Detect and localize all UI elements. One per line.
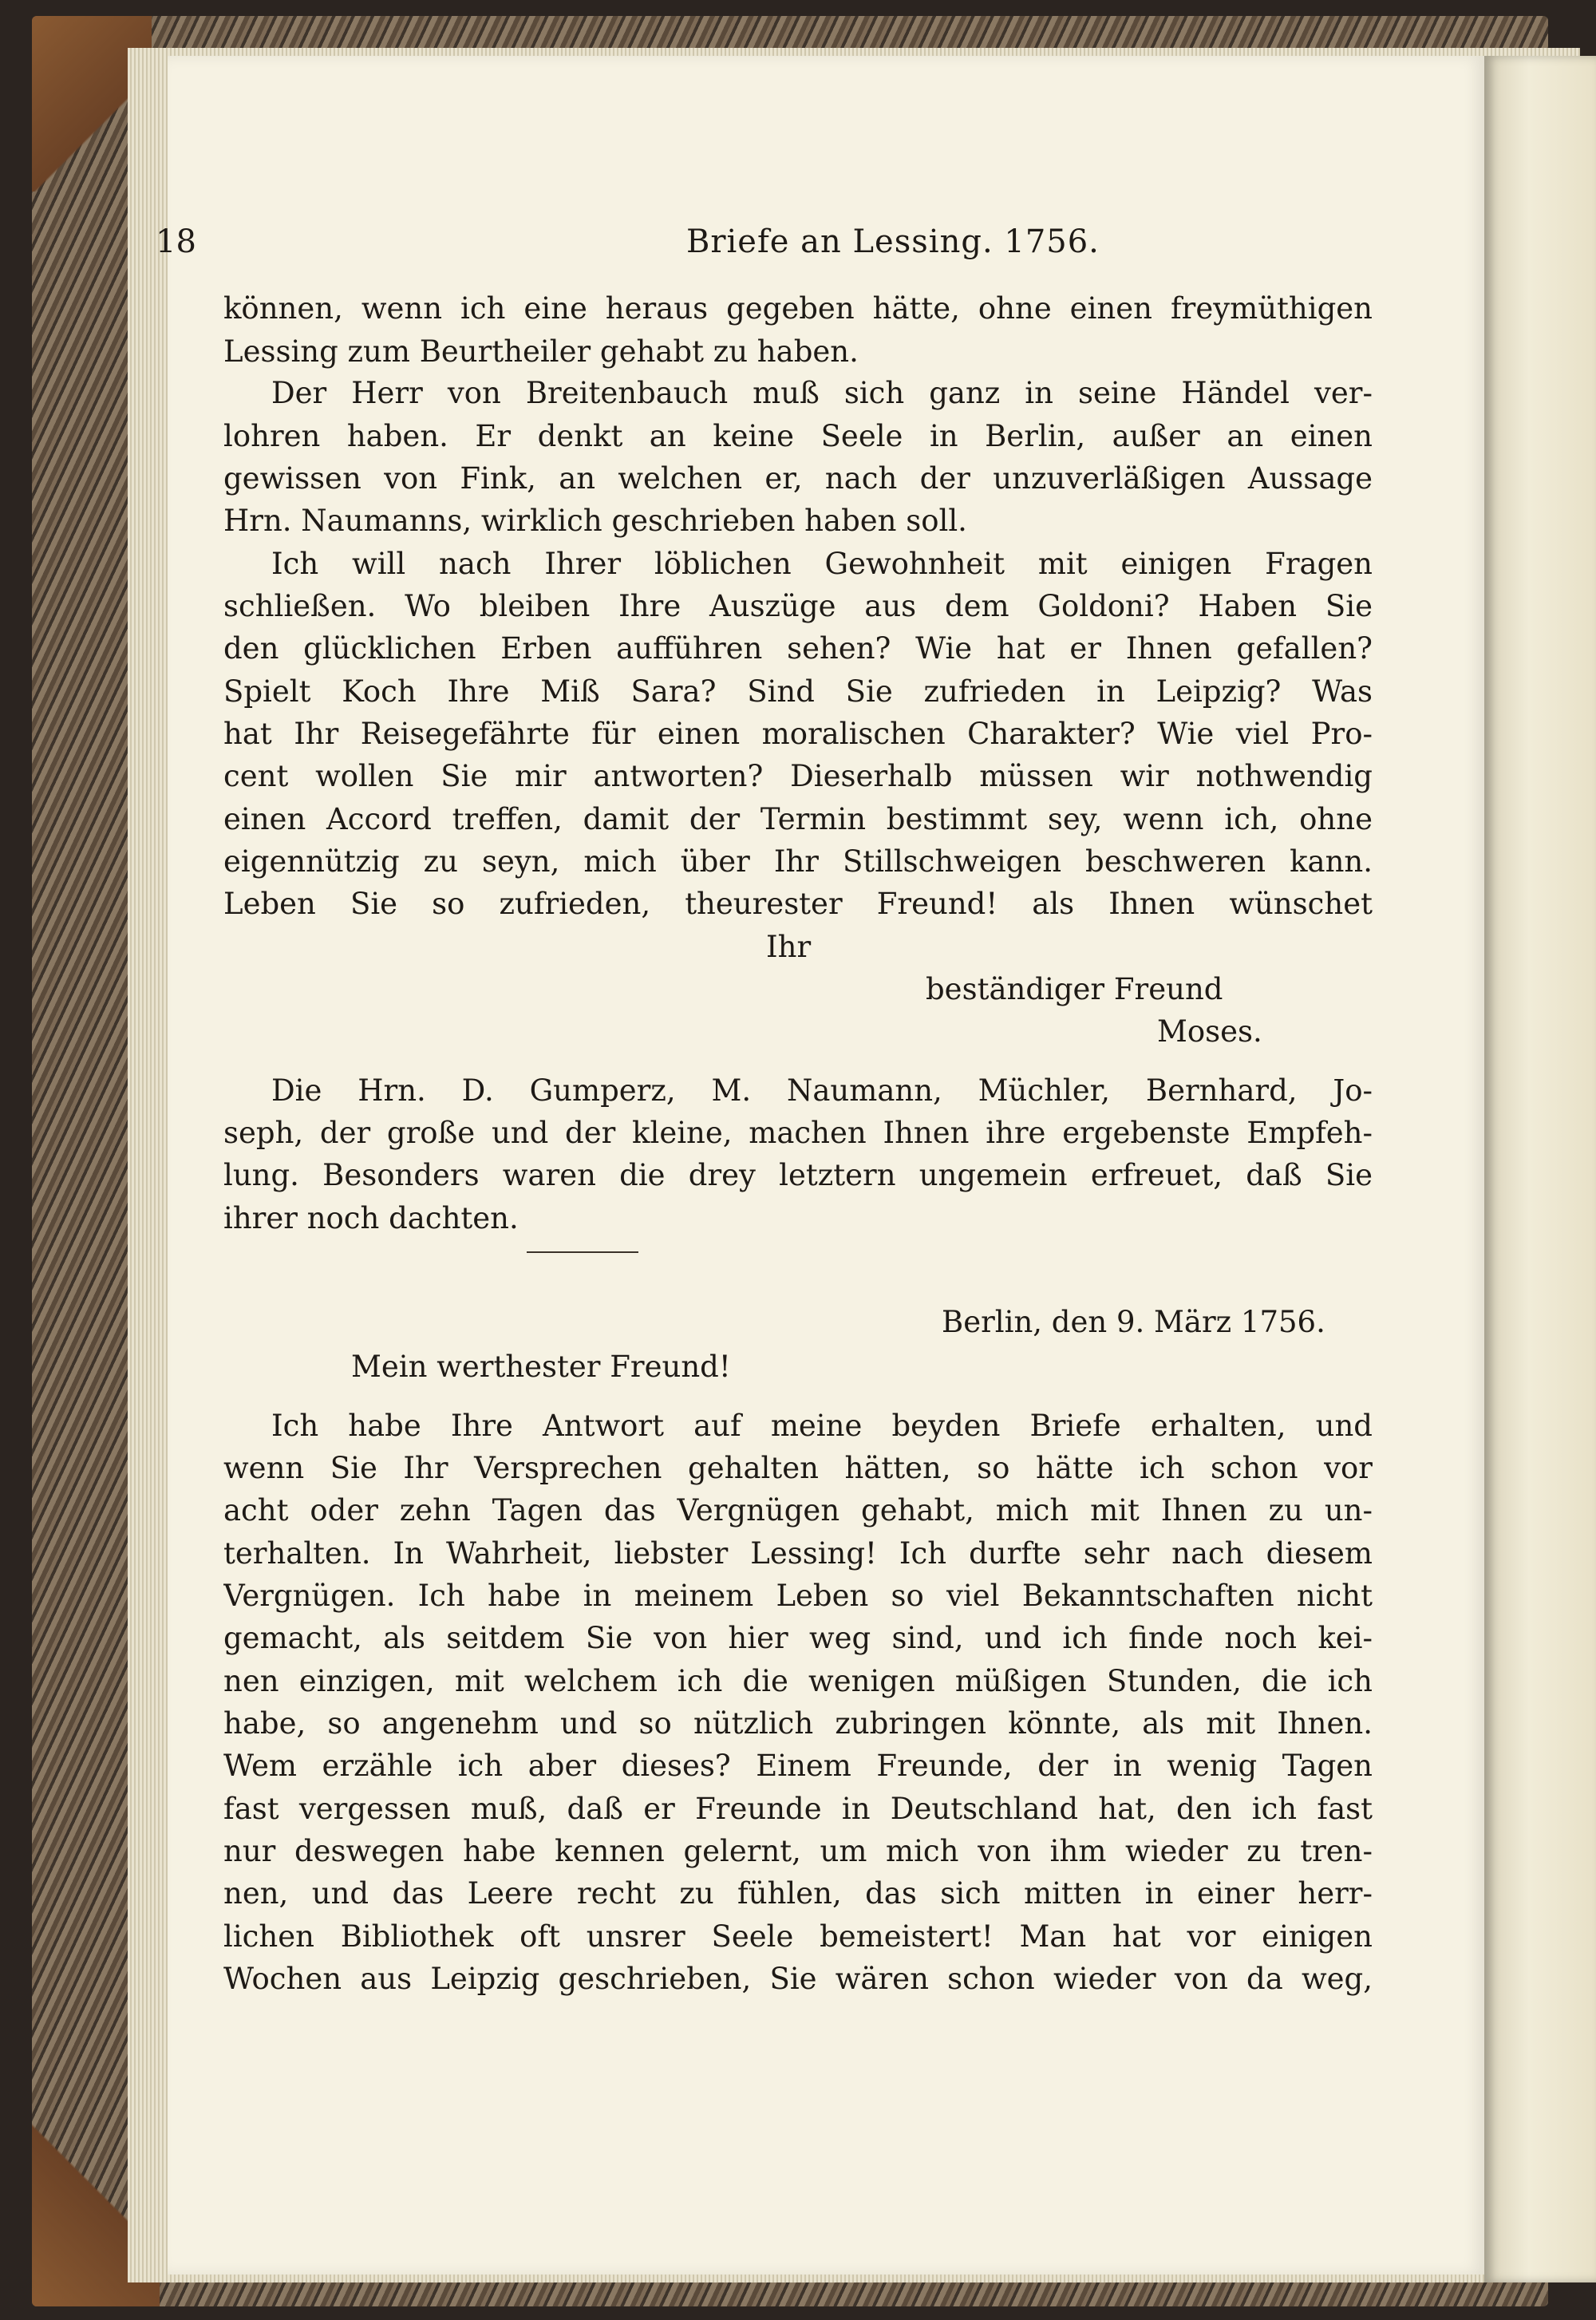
postscript-line: lung. Besonders waren die drey letztern ungemein erfreuet, daß Sie (223, 1158, 1373, 1192)
postscript-line: ihrer noch dachten. (223, 1201, 519, 1235)
text-line: nur deswegen habe kennen gelernt, um mich von ihm wieder zu tren- (223, 1834, 1373, 1868)
signature-name: Moses. (1157, 1014, 1262, 1049)
text-line: gewissen von Fink, an welchen er, nach der unzuverläßigen Aussage (223, 461, 1373, 496)
text-line: lichen Bibliothek oft unsrer Seele bemeistert! Man hat vor einigen (223, 1919, 1373, 1954)
text-line: Wochen aus Leipzig geschrieben, Sie wären schon wieder von da weg, (223, 1962, 1373, 1996)
text-line: hat Ihr Reisegefährte für einen moralischen Charakter? Wie viel Pro- (223, 717, 1373, 751)
postscript-line: Die Hrn. D. Gumperz, M. Naumann, Müchler, Bernhard, Jo- (271, 1073, 1373, 1108)
text-line: einen Accord treffen, damit der Termin bestimmt sey, wenn ich, ohne (223, 802, 1373, 836)
text-line: können, wenn ich eine heraus gegeben hätte, ohne einen freymüthigen (223, 291, 1373, 326)
text-line: Wem erzähle ich aber dieses? Einem Freunde, der in wenig Tagen (223, 1749, 1373, 1783)
text-line: habe, so angenehm und so nützlich zubringen könnte, als mit Ihnen. (223, 1706, 1373, 1741)
page-header (156, 223, 1381, 271)
letter-dateline: Berlin, den 9. März 1756. (942, 1305, 1325, 1339)
text-line: terhalten. In Wahrheit, liebster Lessing! Ich durfte sehr nach diesem (223, 1536, 1373, 1571)
text-line: lohren haben. Er denkt an keine Seele in Berlin, außer an einen (223, 419, 1373, 453)
text-line: den glücklichen Erben aufführen sehen? Wie hat er Ihnen gefallen? (223, 631, 1373, 666)
text-line: Der Herr von Breitenbauch muß sich ganz in seine Händel ver- (271, 376, 1373, 410)
text-line: nen, und das Leere recht zu fühlen, das sich mitten in einer herr- (223, 1876, 1373, 1911)
facing-page-edge (1484, 56, 1596, 2282)
text-line: wenn Sie Ihr Versprechen gehalten hätten, so hätte ich schon vor (223, 1451, 1373, 1485)
text-line: Hrn. Naumanns, wirklich geschrieben haben soll. (223, 504, 967, 538)
page-text (156, 0, 1381, 2320)
text-line: Spielt Koch Ihre Miß Sara? Sind Sie zufrieden in Leipzig? Was (223, 674, 1373, 709)
signature-closing: beständiger Freund (926, 972, 1223, 1006)
letter-separator-rule (527, 1251, 638, 1253)
running-title: Briefe an Lessing. 1756. (686, 223, 1100, 260)
text-line: Ich habe Ihre Antwort auf meine beyden Briefe erhalten, und (271, 1409, 1373, 1443)
text-line: nen einzigen, mit welchem ich die wenigen müßigen Stunden, die ich (223, 1664, 1373, 1698)
text-line: acht oder zehn Tagen das Vergnügen gehabt, mich mit Ihnen zu un- (223, 1493, 1373, 1528)
page-number: 18 (156, 223, 196, 260)
text-line: Ich will nach Ihrer löblichen Gewohnheit mit einigen Fragen (271, 547, 1373, 581)
text-line: schließen. Wo bleiben Ihre Auszüge aus dem Goldoni? Haben Sie (223, 589, 1373, 623)
text-line: Lessing zum Beurtheiler gehabt zu haben. (223, 334, 859, 369)
text-line: fast vergessen muß, daß er Freunde in Deutschland hat, den ich fast (223, 1792, 1373, 1826)
letter-salutation: Mein werthester Freund! (351, 1350, 731, 1384)
text-line: eigennützig zu seyn, mich über Ihr Stillschweigen beschweren kann. (223, 844, 1373, 879)
text-line: Vergnügen. Ich habe in meinem Leben so viel Bekanntschaften nicht (223, 1579, 1373, 1613)
text-line: gemacht, als seitdem Sie von hier weg sind, und ich finde noch kei- (223, 1621, 1373, 1655)
postscript-line: seph, der große und der kleine, machen Ihnen ihre ergebenste Empfeh- (223, 1116, 1373, 1150)
text-line: Leben Sie so zufrieden, theurester Freund! als Ihnen wünschet (223, 887, 1373, 921)
signature-ihr: Ihr (766, 930, 812, 964)
text-line: cent wollen Sie mir antworten? Dieserhalb müssen wir nothwendig (223, 759, 1373, 793)
